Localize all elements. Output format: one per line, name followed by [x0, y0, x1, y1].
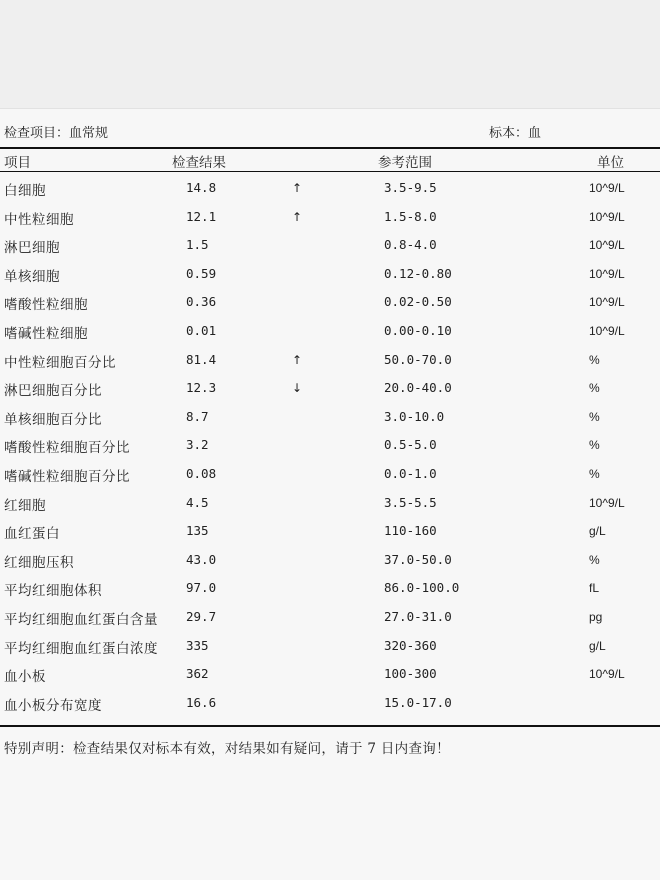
cell-item-name: 平均红细胞血红蛋白浓度 — [4, 640, 158, 657]
cell-unit: % — [589, 552, 600, 567]
cell-unit: fL — [589, 581, 600, 596]
table-row — [0, 661, 660, 690]
cell-unit: % — [589, 352, 600, 367]
cell-result-value: 0.08 — [186, 465, 217, 481]
cell-item-name: 红细胞压积 — [4, 554, 74, 571]
cell-abnormal-flag: ↑ — [292, 352, 303, 367]
table-row — [0, 690, 660, 719]
cell-result-value: 43.0 — [186, 551, 217, 567]
cell-reference-range: 0.5-5.0 — [384, 437, 437, 453]
table-row — [0, 375, 660, 404]
cell-result-value: 14.8 — [186, 180, 217, 195]
column-header-reference: 参考范围 — [378, 155, 432, 171]
cell-unit: 10^9/L — [589, 295, 625, 310]
cell-item-name: 血红蛋白 — [4, 526, 60, 543]
cell-result-value: 81.4 — [186, 351, 217, 367]
table-row — [0, 575, 660, 604]
cell-item-name: 嗜酸性粒细胞 — [4, 297, 88, 314]
table-row — [0, 318, 660, 347]
cell-abnormal-flag: ↑ — [292, 209, 303, 224]
cell-unit: 10^9/L — [589, 667, 625, 682]
top-blank-band — [0, 0, 660, 109]
cell-reference-range: 0.02-0.50 — [384, 294, 452, 310]
cell-reference-range: 0.00-0.10 — [384, 322, 452, 338]
table-row — [0, 490, 660, 519]
cell-result-value: 12.3 — [186, 380, 217, 396]
table-header — [0, 150, 660, 170]
report-meta — [4, 122, 660, 140]
table-row — [0, 347, 660, 376]
cell-unit: % — [589, 381, 600, 396]
cell-reference-range: 20.0-40.0 — [384, 380, 452, 396]
column-header-unit: 单位 — [597, 155, 624, 171]
cell-reference-range: 0.8-4.0 — [384, 237, 437, 253]
cell-unit: g/L — [589, 524, 606, 539]
cell-item-name: 血小板 — [4, 669, 46, 686]
cell-item-name: 淋巴细胞百分比 — [4, 383, 102, 400]
cell-unit: 10^9/L — [589, 495, 625, 510]
cell-reference-range: 320-360 — [384, 637, 437, 653]
cell-reference-range: 86.0-100.0 — [384, 580, 460, 596]
cell-item-name: 平均红细胞体积 — [4, 583, 102, 600]
cell-result-value: 8.7 — [186, 408, 209, 424]
cell-item-name: 单核细胞 — [4, 268, 60, 285]
cell-item-name: 中性粒细胞 — [4, 211, 74, 228]
column-header-result: 检查结果 — [172, 155, 226, 171]
cell-item-name: 血小板分布宽度 — [4, 697, 102, 714]
cell-reference-range: 1.5-8.0 — [384, 208, 437, 224]
cell-reference-range: 15.0-17.0 — [384, 694, 452, 710]
cell-unit: 10^9/L — [589, 181, 625, 195]
specimen-label: 标本：血 — [489, 126, 542, 141]
cell-result-value: 135 — [186, 523, 209, 539]
cell-unit: % — [589, 409, 600, 424]
exam-item-label: 检查项目：血常规 — [4, 126, 109, 141]
cell-reference-range: 0.0-1.0 — [384, 465, 437, 481]
table-row — [0, 175, 660, 204]
cell-item-name: 单核细胞百分比 — [4, 411, 102, 428]
table-header-rule — [0, 171, 660, 172]
cell-item-name: 嗜碱性粒细胞百分比 — [4, 468, 130, 485]
cell-item-name: 中性粒细胞百分比 — [4, 354, 116, 371]
table-row — [0, 404, 660, 433]
cell-result-value: 1.5 — [186, 237, 209, 253]
cell-abnormal-flag: ↑ — [292, 181, 303, 195]
cell-item-name: 淋巴细胞 — [4, 240, 60, 257]
table-row — [0, 547, 660, 576]
cell-item-name: 嗜酸性粒细胞百分比 — [4, 440, 130, 457]
result-rows — [0, 175, 660, 718]
cell-reference-range: 50.0-70.0 — [384, 351, 452, 367]
cell-item-name: 红细胞 — [4, 497, 46, 514]
cell-result-value: 4.5 — [186, 494, 209, 510]
cell-unit: % — [589, 466, 600, 481]
cell-reference-range: 27.0-31.0 — [384, 608, 452, 624]
cell-result-value: 362 — [186, 666, 209, 682]
cell-item-name: 嗜碱性粒细胞 — [4, 325, 88, 342]
cell-result-value: 29.7 — [186, 608, 217, 624]
cell-unit: 10^9/L — [589, 209, 625, 224]
table-top-rule — [0, 147, 660, 149]
table-row — [0, 633, 660, 662]
disclaimer-text: 特别声明：检查结果仅对标本有效，对结果如有疑问，请于 7 日内查询！ — [4, 741, 450, 757]
cell-unit: 10^9/L — [589, 266, 625, 281]
table-row — [0, 232, 660, 261]
column-header-name: 项目 — [4, 155, 31, 171]
cell-reference-range: 0.12-0.80 — [384, 265, 452, 281]
cell-result-value: 0.36 — [186, 294, 217, 310]
table-row — [0, 461, 660, 490]
cell-result-value: 335 — [186, 637, 209, 653]
cell-reference-range: 110-160 — [384, 523, 437, 539]
cell-unit: 10^9/L — [589, 238, 625, 253]
table-bottom-rule — [0, 725, 660, 727]
cell-unit: 10^9/L — [589, 323, 625, 338]
table-row — [0, 432, 660, 461]
cell-result-value: 0.59 — [186, 265, 217, 281]
table-row — [0, 518, 660, 547]
cell-result-value: 12.1 — [186, 208, 217, 224]
cell-unit: % — [589, 438, 600, 453]
cell-unit: pg — [589, 609, 603, 624]
table-row — [0, 204, 660, 233]
cell-unit: g/L — [589, 638, 606, 653]
cell-reference-range: 100-300 — [384, 666, 437, 682]
table-row — [0, 604, 660, 633]
lab-report — [0, 109, 660, 880]
cell-reference-range: 3.0-10.0 — [384, 408, 445, 424]
table-row — [0, 261, 660, 290]
cell-item-name: 白细胞 — [4, 183, 46, 199]
cell-reference-range: 37.0-50.0 — [384, 551, 452, 567]
cell-item-name: 平均红细胞血红蛋白含量 — [4, 611, 158, 628]
cell-result-value: 3.2 — [186, 437, 209, 453]
cell-result-value: 97.0 — [186, 580, 217, 596]
cell-result-value: 0.01 — [186, 322, 217, 338]
cell-abnormal-flag: ↓ — [292, 381, 303, 396]
cell-reference-range: 3.5-9.5 — [384, 180, 437, 195]
table-row — [0, 289, 660, 318]
cell-result-value: 16.6 — [186, 694, 217, 710]
cell-reference-range: 3.5-5.5 — [384, 494, 437, 510]
